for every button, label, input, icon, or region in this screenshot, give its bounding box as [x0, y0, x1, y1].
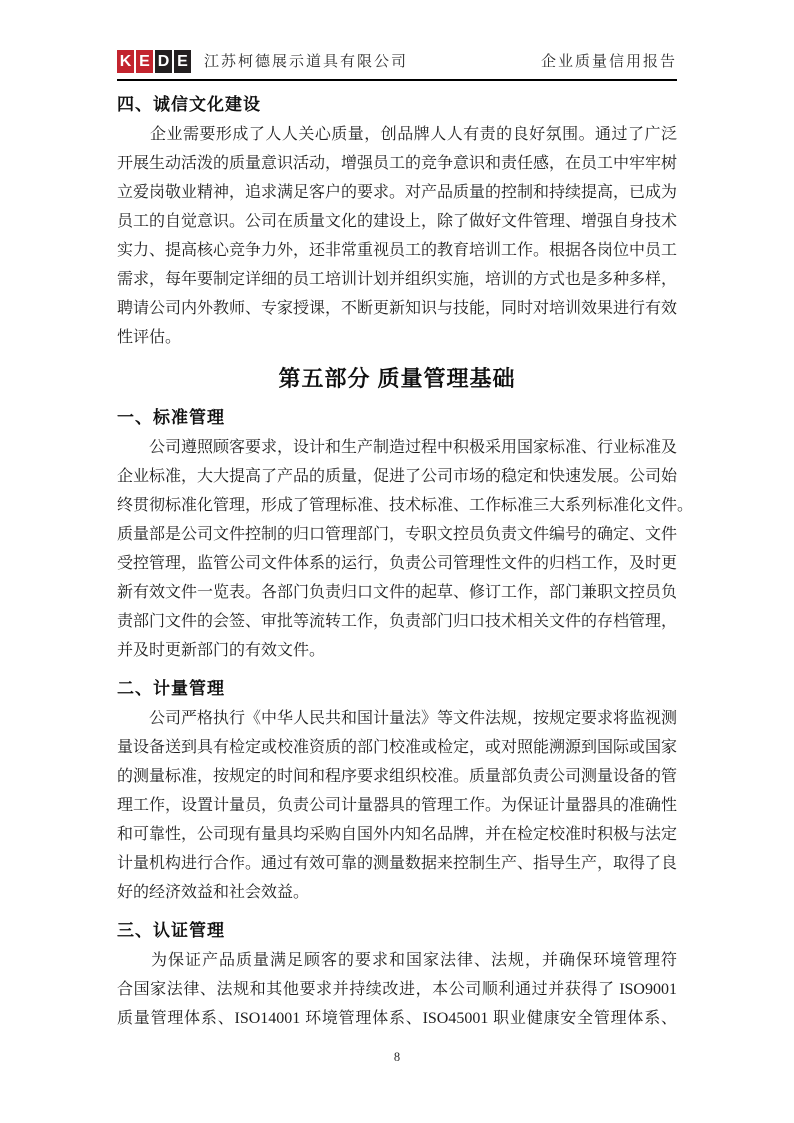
paragraph-integrity-culture [117, 120, 677, 352]
page-body [117, 93, 694, 1033]
paragraph-line: 的测量标准，按规定的时间和程序要求组织校准。质量部负责公司测量设备的管 [117, 768, 678, 785]
header-rule [117, 79, 677, 81]
page-number: 8 [393, 1050, 401, 1064]
paragraph-line: 合国家法律、法规和其他要求并持续改进，本公司顺利通过并获得了 ISO9001 [117, 981, 677, 998]
paragraph-line: 公司遵照顾客要求，设计和生产制造过程中积极采用国家标准、行业标准及 [117, 439, 678, 456]
paragraph-line: 受控管理，监管公司文件体系的运行，负责公司管理性文件的归档工作，及时更 [117, 555, 678, 572]
paragraph-line: 性评估。 [117, 329, 182, 346]
paragraph-line: 好的经济效益和社会效益。 [117, 884, 310, 901]
logo-letter-k: K [117, 50, 134, 73]
paragraph-line: 理工作，设置计量员，负责公司计量器具的管理工作。为保证计量器具的准确性 [117, 797, 678, 814]
section-heading-metrology: 二、计量管理 [117, 679, 225, 698]
report-title: 企业质量信用报告 [540, 54, 677, 70]
kede-logo [117, 50, 191, 73]
paragraph-certification [117, 946, 677, 1033]
page-footer [0, 1050, 794, 1065]
paragraph-line: 需求，每年要制定详细的员工培训计划并组织实施，培训的方式也是多种多样， [117, 271, 678, 288]
logo-letter-e1: E [136, 50, 153, 73]
paragraph-line: 开展生动活泼的质量意识活动，增强员工的竞争意识和责任感，在员工中牢牢树 [117, 155, 678, 172]
paragraph-line: 新有效文件一览表。各部门负责归口文件的起草、修订工作，部门兼职文控员负 [117, 584, 678, 601]
paragraph-line: 企业标准，大大提高了产品的质量，促进了公司市场的稳定和快速发展。公司始 [117, 468, 678, 485]
paragraph-line: 计量机构进行合作。通过有效可靠的测量数据来控制生产、指导生产，取得了良 [117, 855, 678, 872]
paragraph-line: 终贯彻标准化管理，形成了管理标准、技术标准、工作标准三大系列标准化文件。 [117, 497, 694, 514]
section-heading-standards: 一、标准管理 [117, 408, 225, 427]
paragraph-line: 质量管理体系、ISO14001 环境管理体系、ISO45001 职业健康安全管理体系、 [117, 1010, 677, 1027]
part-five-title: 第五部分 质量管理基础 [278, 366, 516, 391]
section-heading-certification: 三、认证管理 [117, 921, 225, 940]
paragraph-metrology [117, 704, 677, 907]
section-heading-integrity-culture: 四、诚信文化建设 [117, 95, 261, 114]
paragraph-line: 责部门文件的会签、审批等流转工作，负责部门归口技术相关文件的存档管理， [117, 613, 678, 630]
paragraph-line: 立爱岗敬业精神，追求满足客户的要求。对产品质量的控制和持续提高，已成为 [117, 184, 678, 201]
paragraph-line: 实力、提高核心竞争力外，还非常重视员工的教育培训工作。根据各岗位中员工 [117, 242, 678, 259]
paragraph-line: 企业需要形成了人人关心质量，创品牌人人有责的良好氛围。通过了广泛 [117, 126, 677, 143]
paragraph-line: 聘请公司内外教师、专家授课，不断更新知识与技能，同时对培训效果进行有效 [117, 300, 678, 317]
paragraph-line: 质量部是公司文件控制的归口管理部门，专职文控员负责文件编号的确定、文件 [117, 526, 678, 543]
logo-letter-e2: E [174, 50, 191, 73]
logo-letter-d: D [155, 50, 172, 73]
paragraph-line: 和可靠性，公司现有量具均采购自国外内知名品牌，并在检定校准时积极与法定 [117, 826, 678, 843]
paragraph-line: 公司严格执行《中华人民共和国计量法》等文件法规，按规定要求将监视测 [117, 710, 678, 727]
paragraph-line: 并及时更新部门的有效文件。 [117, 642, 326, 659]
page-header [117, 50, 677, 73]
company-name: 江苏柯德展示道具有限公司 [204, 54, 409, 70]
paragraph-standards [117, 433, 694, 665]
paragraph-line: 量设备送到具有检定或校准资质的部门校准或检定，或对照能溯源到国际或国家 [117, 739, 678, 756]
paragraph-line: 为保证产品质量满足顾客的要求和国家法律、法规，并确保环境管理符 [117, 952, 677, 969]
paragraph-line: 员工的自觉意识。公司在质量文化的建设上，除了做好文件管理、增强自身技术 [117, 213, 678, 230]
